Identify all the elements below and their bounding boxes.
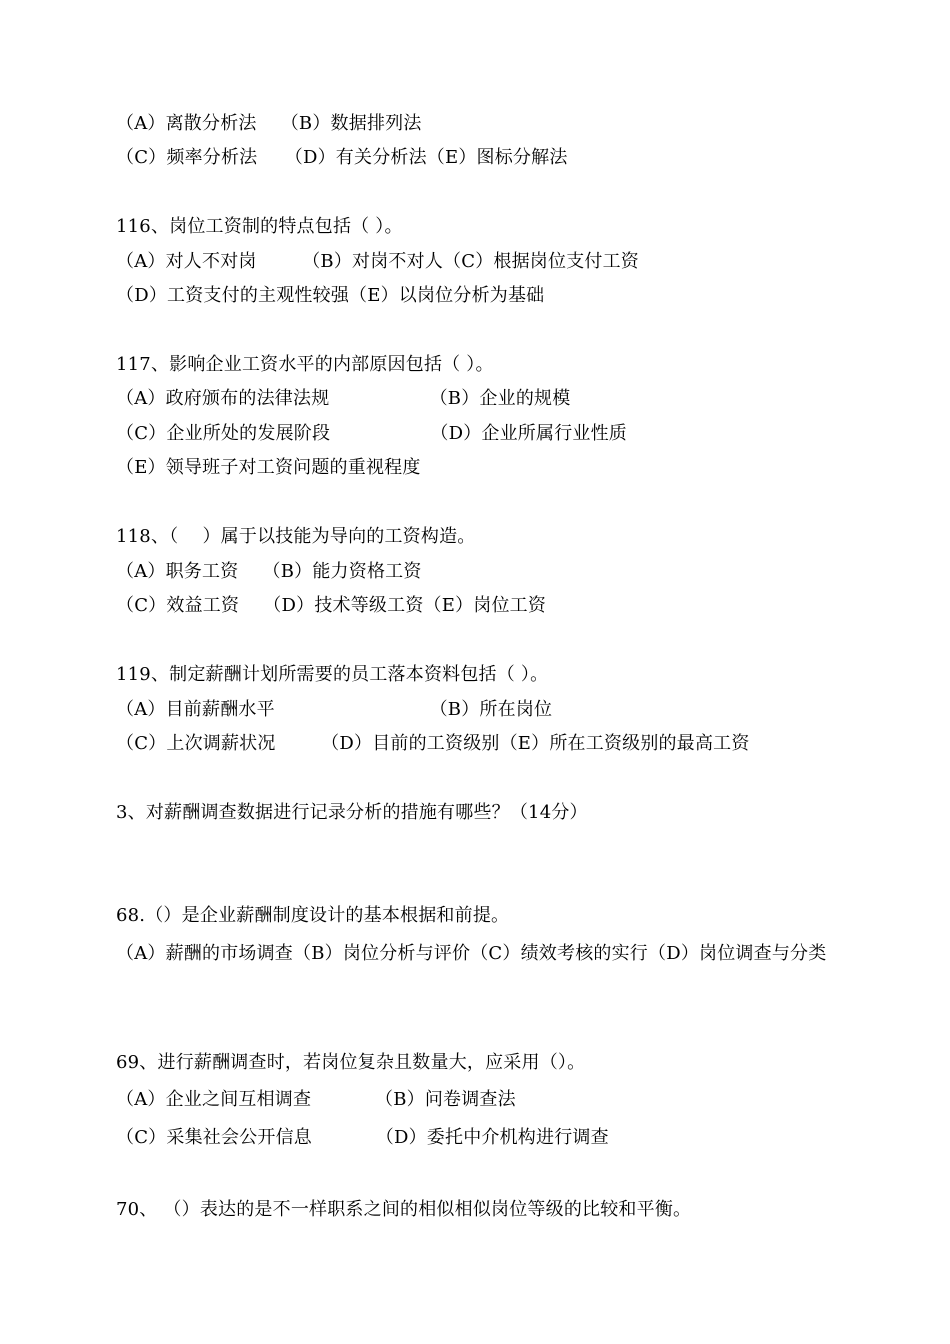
q115-options-cde: （C）频率分析法 （D）有关分析法（E）图标分解法 xyxy=(116,147,568,168)
q117-option-e: （E）领导班子对工资问题的重视程度 xyxy=(116,457,421,478)
q69-question: 69、进行薪酬调查时，若岗位复杂且数量大，应采用（）。 xyxy=(116,1052,586,1073)
q68-options: （A）薪酬的市场调查（B）岗位分析与评价（C）绩效考核的实行（D）岗位调查与分类 xyxy=(116,943,827,964)
q119-question: 119、制定薪酬计划所需要的员工落本资料包括（ ）。 xyxy=(116,664,549,685)
q118-options-cde: （C）效益工资 （D）技术等级工资（E）岗位工资 xyxy=(116,595,547,616)
q69-options-cd: （C）采集社会公开信息 （D）委托中介机构进行调查 xyxy=(116,1127,609,1148)
q118-options-ab: （A）职务工资 （B）能力资格工资 xyxy=(116,561,422,582)
q68-question: 68.（）是企业薪酬制度设计的基本根据和前提。 xyxy=(116,905,510,926)
essay-question-3: 3、对薪酬调查数据进行记录分析的措施有哪些？（14分） xyxy=(116,802,588,823)
q69-options-ab: （A）企业之间互相调查 （B）问卷调查法 xyxy=(116,1089,516,1110)
q117-options-ab: （A）政府颁布的法律法规 （B）企业的规模 xyxy=(116,388,571,409)
q116-question: 116、岗位工资制的特点包括（ ）。 xyxy=(116,216,403,237)
q119-options-cde: （C）上次调薪状况 （D）目前的工资级别（E）所在工资级别的最高工资 xyxy=(116,733,750,754)
q70-question: 70、 （）表达的是不一样职系之间的相似相似岗位等级的比较和平衡。 xyxy=(116,1199,692,1220)
q115-options-ab: （A）离散分析法 （B）数据排列法 xyxy=(116,113,422,134)
q119-options-ab: （A）目前薪酬水平 （B）所在岗位 xyxy=(116,699,553,720)
q117-question: 117、影响企业工资水平的内部原因包括（ ）。 xyxy=(116,354,494,375)
q116-options-de: （D）工资支付的主观性较强（E）以岗位分析为基础 xyxy=(116,285,545,306)
q116-options-abc: （A）对人不对岗 （B）对岗不对人（C）根据岗位支付工资 xyxy=(116,251,639,272)
q118-question: 118、（ ）属于以技能为导向的工资构造。 xyxy=(116,526,476,547)
q117-options-cd: （C）企业所处的发展阶段 （D）企业所属行业性质 xyxy=(116,423,628,444)
